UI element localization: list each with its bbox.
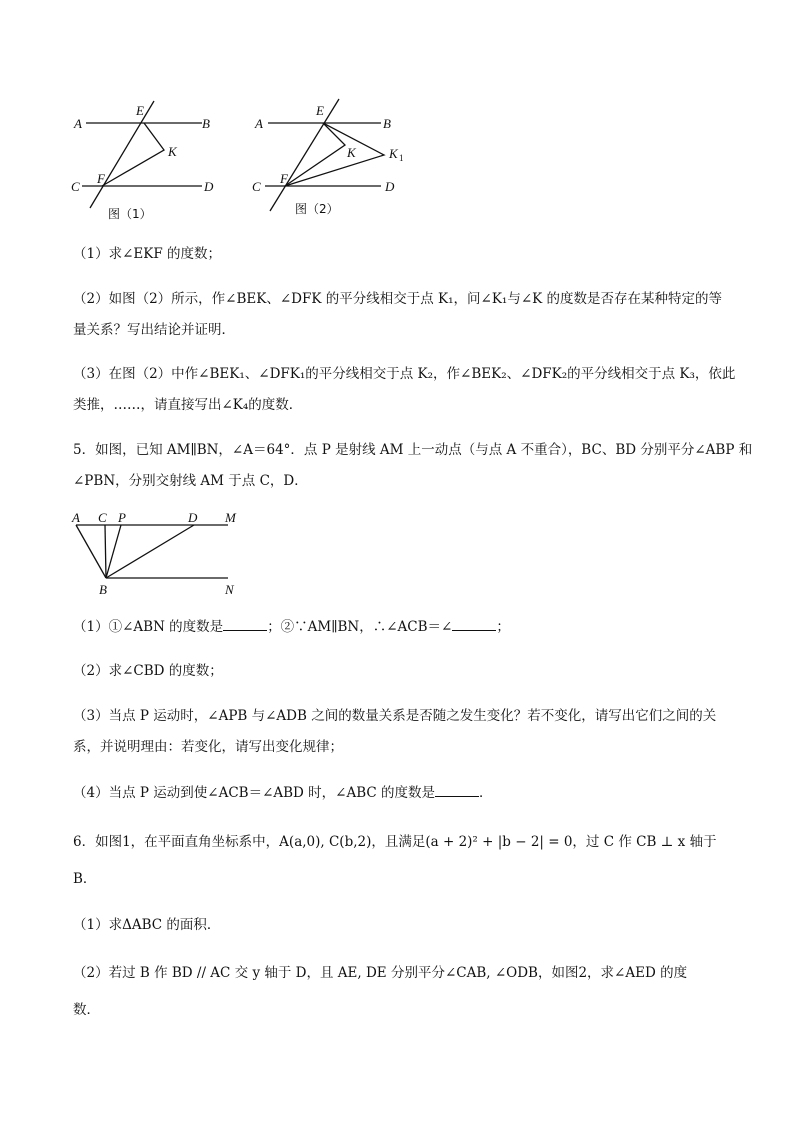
p6-intro-line-1: 6．如图1，在平面直角坐标系中，A(a,0), C(b,2)，且满足(a + 2)² + |b − 2| = 0，过 C 作 CB ⊥ x 轴于: [73, 834, 717, 850]
label-B: B: [383, 116, 391, 131]
label-D: D: [204, 179, 214, 194]
label-K: K: [347, 145, 356, 160]
label-E: E: [136, 103, 144, 118]
p4-question-3-line-1: （3）在图（2）中作∠BEK₁、∠DFK₁的平分线相交于点 K₂，作∠BEK₂、∠DFK₂的平分线相交于点 K₃，依此: [73, 366, 736, 382]
figure-problem-5: [68, 508, 248, 600]
p5-q1-part-c: ；: [496, 619, 510, 635]
p6-intro-line-2: B．: [73, 871, 97, 887]
figure-caption: 图（1）: [108, 207, 152, 221]
label-P: P: [118, 510, 126, 525]
label-K1: K: [389, 146, 398, 161]
p5-question-3-line-2: 系，并说明理由：若变化，请写出变化规律；: [73, 739, 343, 755]
label-A: A: [255, 116, 263, 131]
p5-question-1: [73, 616, 733, 637]
answer-blank-angle: [452, 616, 496, 631]
label-B: B: [202, 116, 210, 131]
label-E: E: [316, 103, 324, 118]
label-A: A: [74, 116, 82, 131]
label-F: F: [97, 171, 105, 186]
label-B: B: [99, 582, 107, 597]
label-K1-subscript: 1: [399, 153, 404, 163]
p6-question-2-line-2: 数．: [73, 1002, 100, 1018]
p5-question-4: [73, 782, 733, 803]
label-D: D: [385, 179, 395, 194]
label-C: C: [98, 510, 107, 525]
figure-caption: 图（2）: [295, 202, 339, 216]
p6-question-1: （1）求ΔABC 的面积．: [73, 917, 221, 933]
label-C: C: [71, 179, 80, 194]
p4-question-2-line-2: 量关系？写出结论并证明．: [73, 322, 235, 338]
answer-blank-abc: [435, 782, 479, 797]
label-F: F: [280, 171, 288, 186]
p5-question-3-line-1: （3）当点 P 运动时，∠APB 与∠ADB 之间的数量关系是否随之发生变化？若不变化，请写出它们之间的关: [73, 708, 717, 724]
label-A: A: [72, 510, 80, 525]
p5-q4-part-b: ．: [479, 785, 493, 801]
label-D: D: [188, 510, 198, 525]
label-C: C: [252, 179, 261, 194]
answer-blank-abn: [223, 616, 267, 631]
p5-q4-part-a: （4）当点 P 运动到使∠ACB＝∠ABD 时，∠ABC 的度数是: [73, 785, 436, 801]
p5-question-2: （2）求∠CBD 的度数；: [73, 663, 223, 679]
p5-q1-part-b: ；②∵AM∥BN，∴∠ACB＝∠: [267, 619, 453, 635]
p5-q1-part-a: （1）①∠ABN 的度数是: [73, 619, 224, 635]
label-K: K: [168, 144, 177, 159]
figure-1: [62, 95, 232, 225]
p4-question-3-line-2: 类推，……，请直接写出∠K₄的度数．: [73, 397, 303, 413]
p6-question-2-line-1: （2）若过 B 作 BD // AC 交 y 轴于 D，且 AE, DE 分别平分∠CAB, ∠ODB，如图2，求∠AED 的度: [73, 965, 688, 981]
label-M: M: [225, 510, 236, 525]
p5-intro-line-1: 5．如图，已知 AM∥BN，∠A＝64°．点 P 是射线 AM 上一动点（与点 A 不重合），BC、BD 分别平分∠ABP 和: [73, 442, 753, 458]
p4-question-2-line-1: （2）如图（2）所示，作∠BEK、∠DFK 的平分线相交于点 K₁，问∠K₁与∠K 的度数是否存在某种特定的等: [73, 291, 723, 307]
figure-2: [243, 95, 423, 220]
p5-intro-line-2: ∠PBN，分别交射线 AM 于点 C，D．: [73, 473, 308, 489]
label-N: N: [225, 582, 234, 597]
p4-question-1: （1）求∠EKF 的度数；: [73, 246, 221, 262]
